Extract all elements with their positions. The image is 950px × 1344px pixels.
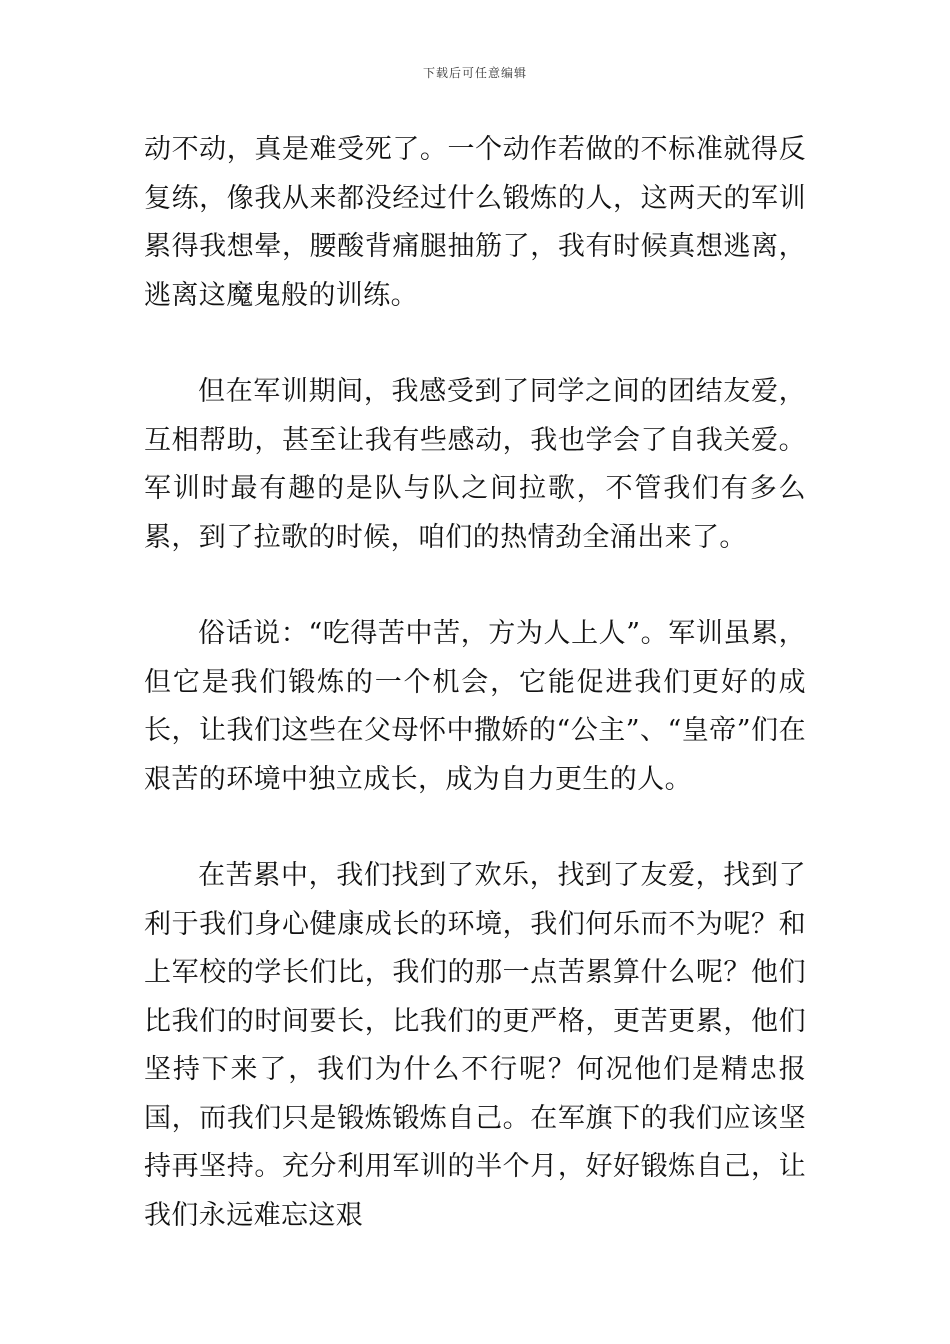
paragraph-gap [144,804,806,852]
page-header: 下载后可任意编辑 [422,66,527,80]
paragraph-gap [144,320,806,368]
paragraph-2: 但在军训期间，我感受到了同学之间的团结友爱，互相帮助，甚至让我有些感动，我也学会了自我关爱。军训时最有趣的是队与队之间拉歌，不管我们有多么累，到了拉歌的时候，咱们的热情劲全涌出来了。 [144,376,806,553]
paragraph-3: 俗话说：“吃得苦中苦，方为人上人”。军训虽累，但它是我们锻炼的一个机会，它能促进我们更好的成长，让我们这些在父母怀中撒娇的“公主”、“皇帝”们在艰苦的环境中独立成长，成为自力更生的人。 [144,618,806,795]
paragraph-1: 动不动，真是难受死了。一个动作若做的不标准就得反复练，像我从来都没经过什么锻炼的人，这两天的军训累得我想晕，腰酸背痛腿抽筋了，我有时候真想逃离，逃离这魔鬼般的训练。 [144,134,806,311]
document-body [144,126,806,1240]
paragraph-4: 在苦累中，我们找到了欢乐，找到了友爱，找到了利于我们身心健康成长的环境，我们何乐而不为呢？和上军校的学长们比，我们的那一点苦累算什么呢？他们比我们的时间要长，比我们的更严格，更苦更累，他们坚持下来了，我们为什么不行呢？何况他们是精忠报国，而我们只是锻炼锻炼自己。在军旗下的我们应该坚持再坚持。充分利用军训的半个月，好好锻炼自己，让我们永远难忘这艰 [144,860,806,1231]
paragraph-gap [144,562,806,610]
